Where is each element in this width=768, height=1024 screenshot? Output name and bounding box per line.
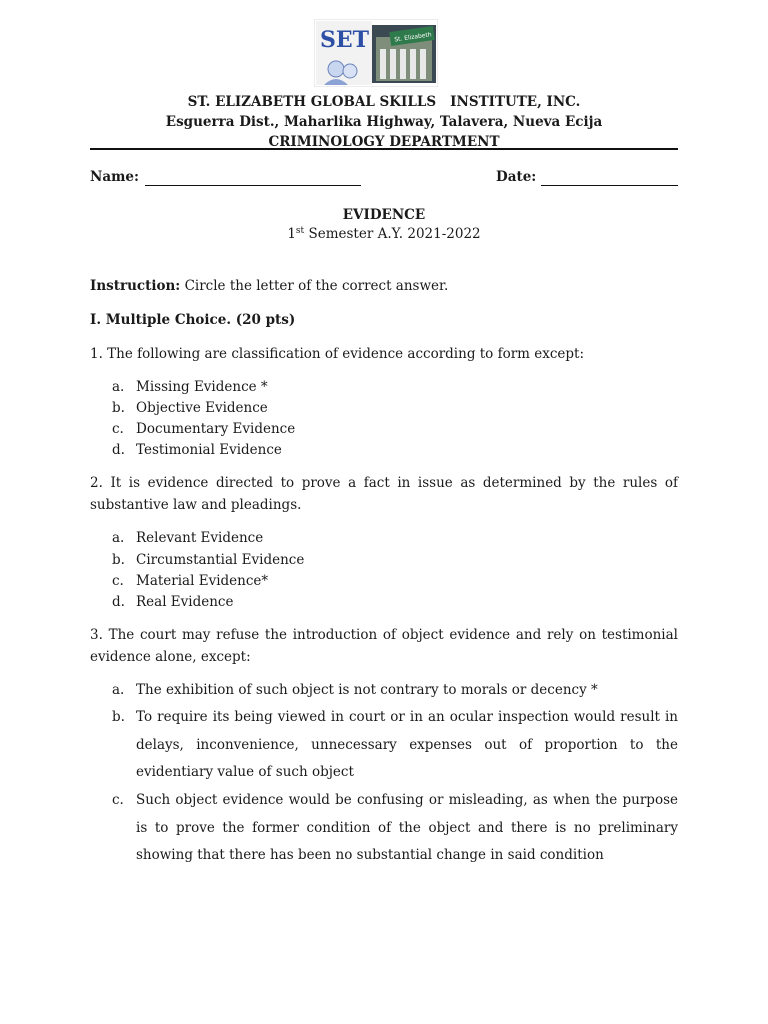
option-letter: b. [112, 400, 125, 416]
instruction-label: Instruction: [90, 278, 181, 294]
question-1-option-a[interactable] [112, 377, 678, 398]
option-text: To require its being viewed in court or in an ocular inspection would result in delays, inconvenience, unnecessary expenses out of proportion to the evidentiary value of such object [136, 709, 678, 780]
option-letter: c. [112, 573, 124, 589]
option-letter: b. [112, 552, 125, 568]
question-3-option-a[interactable] [112, 677, 678, 705]
header-divider [90, 148, 678, 150]
question-1-option-d[interactable] [112, 440, 678, 461]
date-label: Date: [496, 169, 537, 185]
name-date-row [90, 169, 678, 189]
question-2-option-c[interactable] [112, 571, 678, 592]
option-text: Objective Evidence [136, 400, 268, 416]
option-text: Testimonial Evidence [136, 442, 282, 458]
question-1-option-b[interactable] [112, 398, 678, 419]
question-1-text: 1. The following are classification of evidence according to form except: [90, 346, 585, 362]
option-text: Circumstantial Evidence [136, 552, 305, 568]
institution-name: ST. ELIZABETH GLOBAL SKILLS INSTITUTE, INC. [187, 94, 581, 110]
question-2-option-b[interactable] [112, 550, 678, 571]
option-text: Relevant Evidence [136, 530, 264, 546]
option-text: Material Evidence* [136, 573, 269, 589]
option-letter: a. [112, 682, 125, 698]
option-text: Real Evidence [136, 594, 234, 610]
option-text: The exhibition of such object is not contrary to morals or decency * [136, 682, 598, 698]
document-header [90, 92, 678, 152]
option-letter: c. [112, 792, 124, 808]
question-2-text: 2. It is evidence directed to prove a fact in issue as determined by the rules of substantive law and pleadings. [90, 475, 678, 513]
exam-semester [90, 224, 678, 244]
question-3-text: 3. The court may refuse the introduction of object evidence and rely on testimonial evidence alone, except: [90, 627, 678, 665]
question-1-option-c[interactable] [112, 419, 678, 440]
option-text: Documentary Evidence [136, 421, 296, 437]
section-title: I. Multiple Choice. (20 pts) [90, 312, 296, 328]
instruction-text: Circle the letter of the correct answer. [180, 278, 449, 294]
exam-title: EVIDENCE [342, 207, 426, 223]
option-letter: a. [112, 530, 125, 546]
name-label: Name: [90, 169, 139, 185]
question-3-option-b[interactable] [112, 704, 678, 787]
option-text: Such object evidence would be confusing or misleading, as when the purpose is to prove the former condition of the object and there is no preliminary showing that there has been no substantial change in said condition [136, 792, 678, 863]
logo-text: SET [320, 27, 370, 53]
semester-suffix: st [295, 226, 305, 236]
question-3-option-c[interactable] [112, 787, 678, 870]
option-letter: b. [112, 709, 125, 725]
option-letter: a. [112, 379, 125, 395]
logo-sign-text: St. Elizabeth [393, 31, 433, 44]
option-letter: d. [112, 594, 125, 610]
option-letter: c. [112, 421, 124, 437]
semester-number: 1 [287, 226, 296, 242]
institution-address: Esguerra Dist., Maharlika Highway, Talavera, Nueva Ecija [165, 114, 603, 130]
option-letter: d. [112, 442, 125, 458]
name-field-line[interactable] [145, 185, 361, 186]
question-2-option-a[interactable] [112, 528, 678, 549]
school-logo [314, 19, 438, 87]
instruction [90, 276, 678, 296]
semester-text: Semester A.Y. 2021-2022 [304, 226, 481, 242]
date-field-line[interactable] [541, 185, 678, 186]
department-name: CRIMINOLOGY DEPARTMENT [268, 134, 500, 150]
question-2-option-d[interactable] [112, 592, 678, 613]
option-text: Missing Evidence * [136, 379, 268, 395]
